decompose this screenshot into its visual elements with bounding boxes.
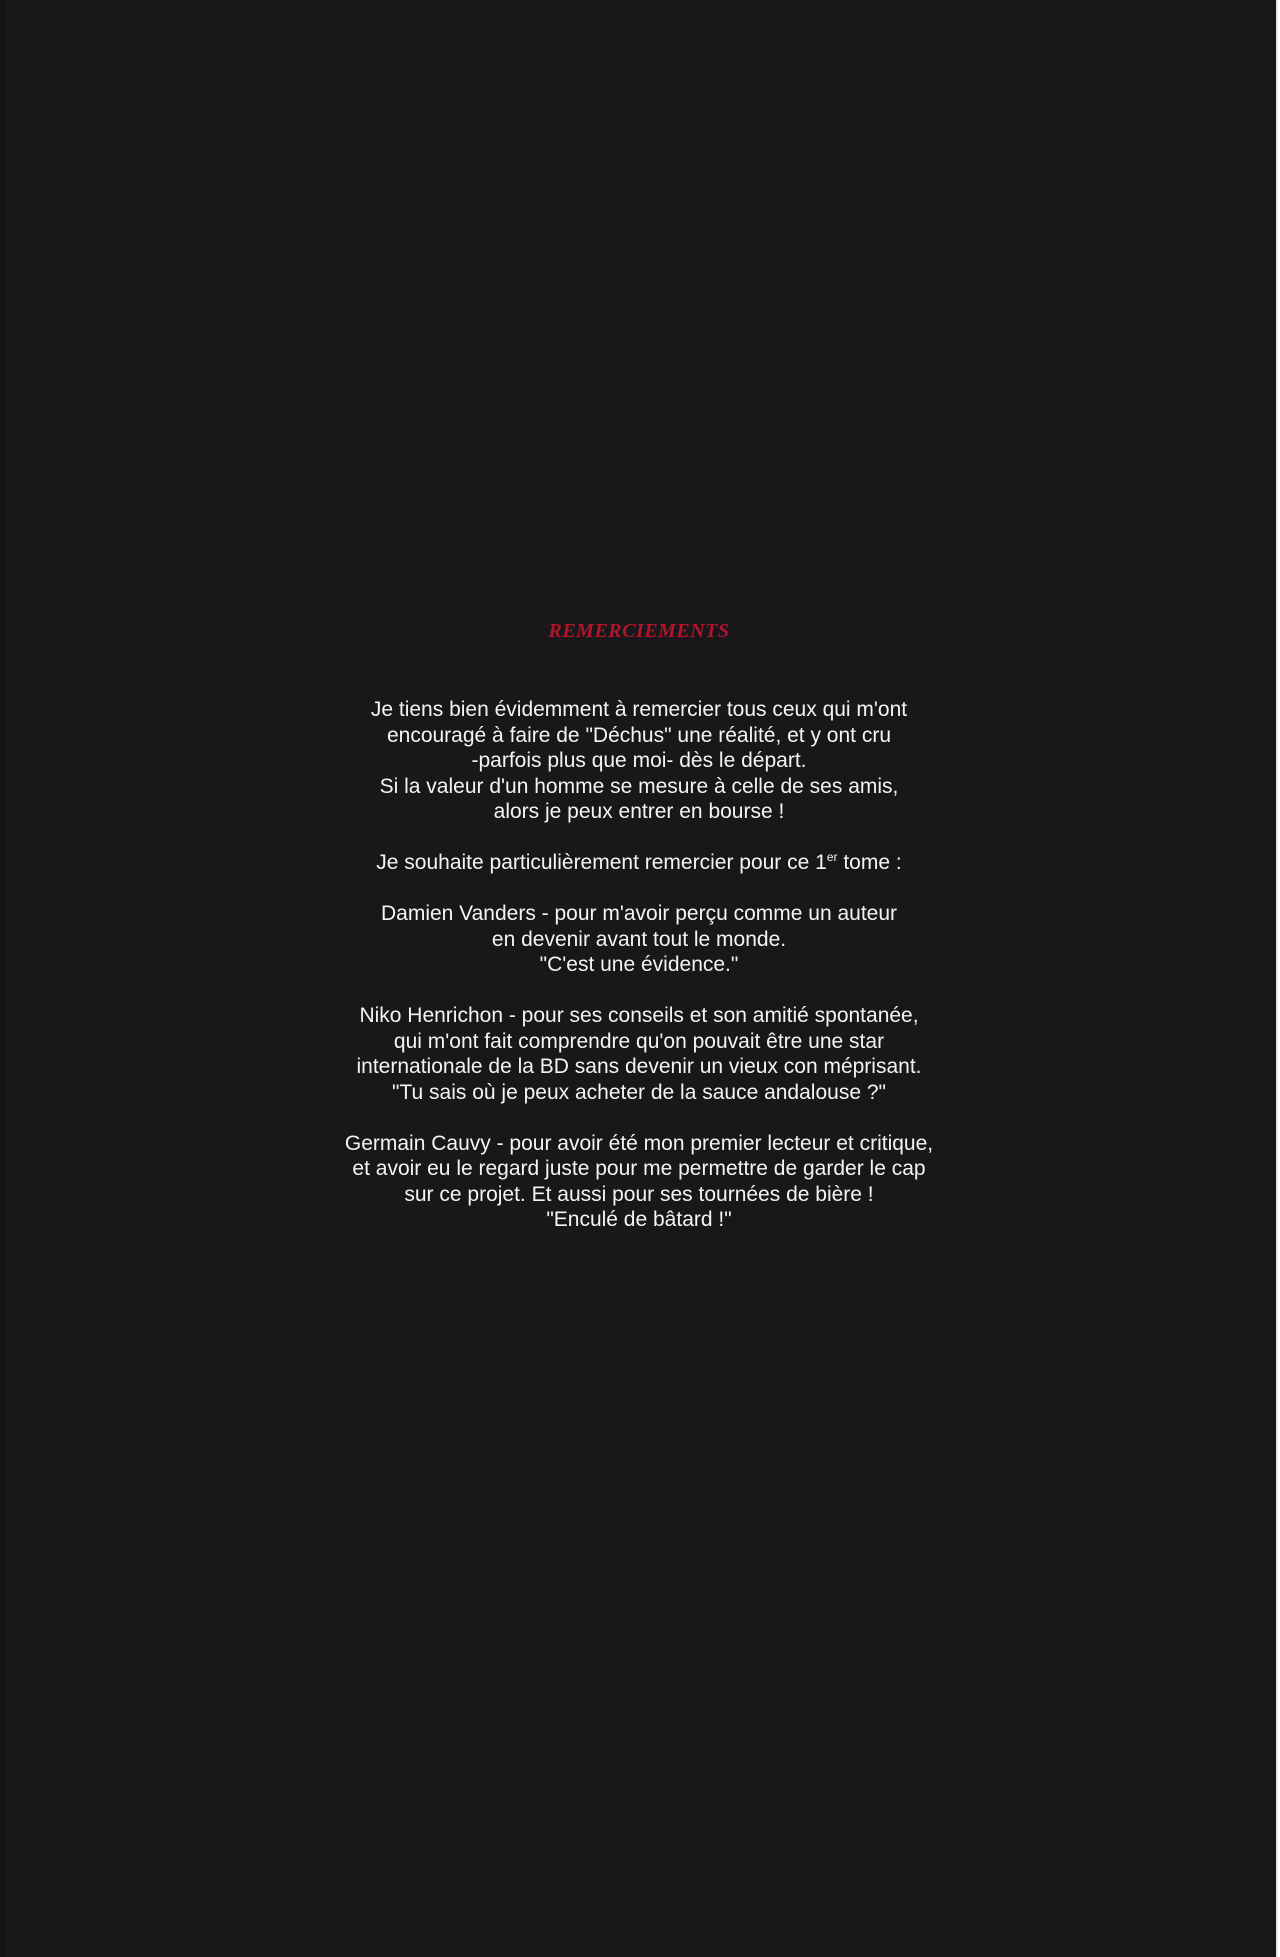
intro-line: encouragé à faire de "Déchus" une réalité, et y ont cru (386, 723, 892, 747)
thanks-niko-line: qui m'ont fait comprendre qu'on pouvait être une star (393, 1029, 885, 1053)
thanks-germain-line: sur ce projet. Et aussi pour ses tournées de bière ! (404, 1182, 874, 1206)
paragraph-gap (0, 978, 1278, 1004)
page-title: REMERCIEMENTS (548, 620, 730, 642)
thanks-germain-quote: "Enculé de bâtard !" (546, 1208, 732, 1231)
thanks-niko-line: internationale de la BD sans devenir un vieux con méprisant. (356, 1055, 922, 1078)
thanks-damien-quote: "C'est une évidence." (539, 953, 739, 976)
dedication-end: tome : (837, 851, 902, 874)
intro-line: -parfois plus que moi- dès le départ. (471, 749, 807, 772)
thanks-germain-line: et avoir eu le regard juste pour me permettre de garder le cap (352, 1157, 926, 1180)
dedication-text: Je souhaite particulièrement remercier pour ce 1 (376, 851, 827, 874)
paragraph-gap (0, 876, 1278, 902)
thanks-damien-line: en devenir avant tout le monde. (491, 927, 787, 951)
intro-line: Je tiens bien évidemment à remercier tous ceux qui m'ont (370, 698, 908, 721)
thanks-damien-line: Damien Vanders - pour m'avoir perçu comme un auteur (380, 902, 898, 925)
paragraph-gap (0, 1105, 1278, 1131)
thanks-niko-quote: "Tu sais où je peux acheter de la sauce andalouse ?" (392, 1080, 886, 1104)
intro-line: alors je peux entrer en bourse ! (493, 800, 785, 823)
paragraph-gap (0, 825, 1278, 851)
thanks-niko-line: Niko Henrichon - pour ses conseils et son amitié spontanée, (359, 1004, 919, 1027)
acknowledgements-text (0, 697, 1278, 1233)
intro-line: Si la valeur d'un homme se mesure à celle de ses amis, (379, 774, 899, 798)
dedication-line (0, 850, 1278, 876)
thanks-germain-line: Germain Cauvy - pour avoir été mon premier lecteur et critique, (344, 1131, 934, 1155)
ordinal-suffix: er (826, 850, 838, 864)
